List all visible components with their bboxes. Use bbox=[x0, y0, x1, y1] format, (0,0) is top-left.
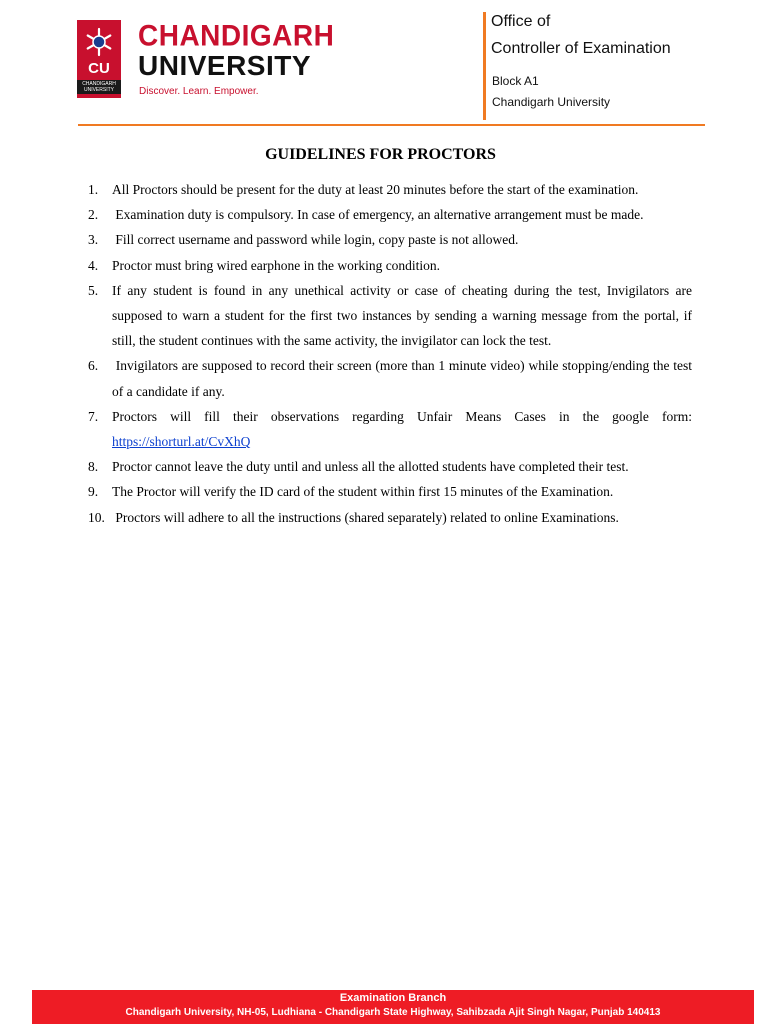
guideline-number: 4. bbox=[88, 257, 99, 273]
guideline-text: The Proctor will verify the ID card of the student within first 15 minutes of the Examination. bbox=[112, 484, 614, 500]
brand-name-line2: UNIVERSITY bbox=[138, 50, 312, 81]
guideline-text: Proctor must bring wired earphone in the working condition. bbox=[112, 257, 441, 273]
guideline-item bbox=[88, 505, 692, 530]
guideline-number: 7. bbox=[88, 408, 99, 424]
university-logo bbox=[77, 20, 121, 98]
guideline-item bbox=[88, 253, 692, 278]
footer-department: Examination Branch bbox=[339, 992, 447, 1004]
guideline-text: Proctor cannot leave the duty until and unless all the allotted students have completed their test. bbox=[112, 459, 629, 475]
guideline-text: Invigilators are supposed to record their screen (more than 1 minute video) while stopping/ending the test of a candidate if any. bbox=[112, 358, 696, 399]
brand-name-line1: CHANDIGARH bbox=[138, 19, 335, 52]
office-title-line2: Controller of Examination bbox=[491, 40, 671, 57]
guideline-number: 2. bbox=[88, 207, 99, 223]
brand-tagline: Discover. Learn. Empower. bbox=[139, 86, 259, 97]
guideline-item bbox=[88, 353, 696, 403]
guideline-item bbox=[88, 479, 692, 504]
office-title-line1: Office of bbox=[491, 13, 551, 30]
guideline-item bbox=[88, 227, 692, 252]
document-title: GUIDELINES FOR PROCTORS bbox=[265, 146, 496, 163]
guideline-text: Proctors will adhere to all the instructions (shared separately) related to online Examinations. bbox=[112, 509, 619, 525]
guideline-text: Examination duty is compulsory. In case of emergency, an alternative arrangement must be made. bbox=[112, 207, 644, 223]
guideline-text: Fill correct username and password while login, copy paste is not allowed. bbox=[112, 232, 519, 248]
header-vertical-divider bbox=[483, 12, 486, 120]
guideline-item bbox=[88, 202, 692, 227]
guideline-item bbox=[88, 177, 692, 202]
guideline-text: All Proctors should be present for the duty at least 20 minutes before the start of the examination. bbox=[112, 182, 639, 197]
guideline-item bbox=[88, 404, 692, 454]
page-footer bbox=[32, 990, 754, 1024]
header-horizontal-rule bbox=[78, 124, 705, 126]
google-form-link[interactable]: https://shorturl.at/CvXhQ bbox=[112, 434, 251, 450]
guideline-number: 5. bbox=[88, 282, 99, 298]
guideline-number: 9. bbox=[88, 484, 99, 500]
footer-address: Chandigarh University, NH-05, Ludhiana - Chandigarh State Highway, Sahibzada Ajit Singh Nagar, Punjab 140413 bbox=[125, 1007, 661, 1018]
guideline-number: 8. bbox=[88, 459, 99, 475]
guideline-item bbox=[88, 278, 692, 354]
guideline-item bbox=[88, 454, 692, 479]
logo-cu-text: CU bbox=[88, 60, 110, 77]
guideline-number: 6. bbox=[88, 358, 99, 374]
guideline-text: If any student is found in any unethical activity or case of cheating during the test, Invigilators are supposed to warn a student for the first two instances by sending a warning message from the portal, if still, the student continues with the same activity, the invigilator can lock the test. bbox=[112, 282, 692, 349]
guidelines-list bbox=[88, 177, 696, 530]
guideline-text: Proctors will fill their observations regarding Unfair Means Cases in the google form: bbox=[112, 408, 692, 424]
guideline-number: 3. bbox=[88, 232, 99, 248]
snowflake-emblem-icon bbox=[83, 26, 115, 58]
logo-small-text: CHANDIGARH UNIVERSITY bbox=[77, 80, 121, 94]
office-address-line2: Chandigarh University bbox=[492, 95, 611, 109]
guideline-number: 1. bbox=[88, 182, 99, 197]
guideline-number: 10. bbox=[88, 509, 105, 525]
office-address-line1: Block A1 bbox=[492, 74, 539, 88]
